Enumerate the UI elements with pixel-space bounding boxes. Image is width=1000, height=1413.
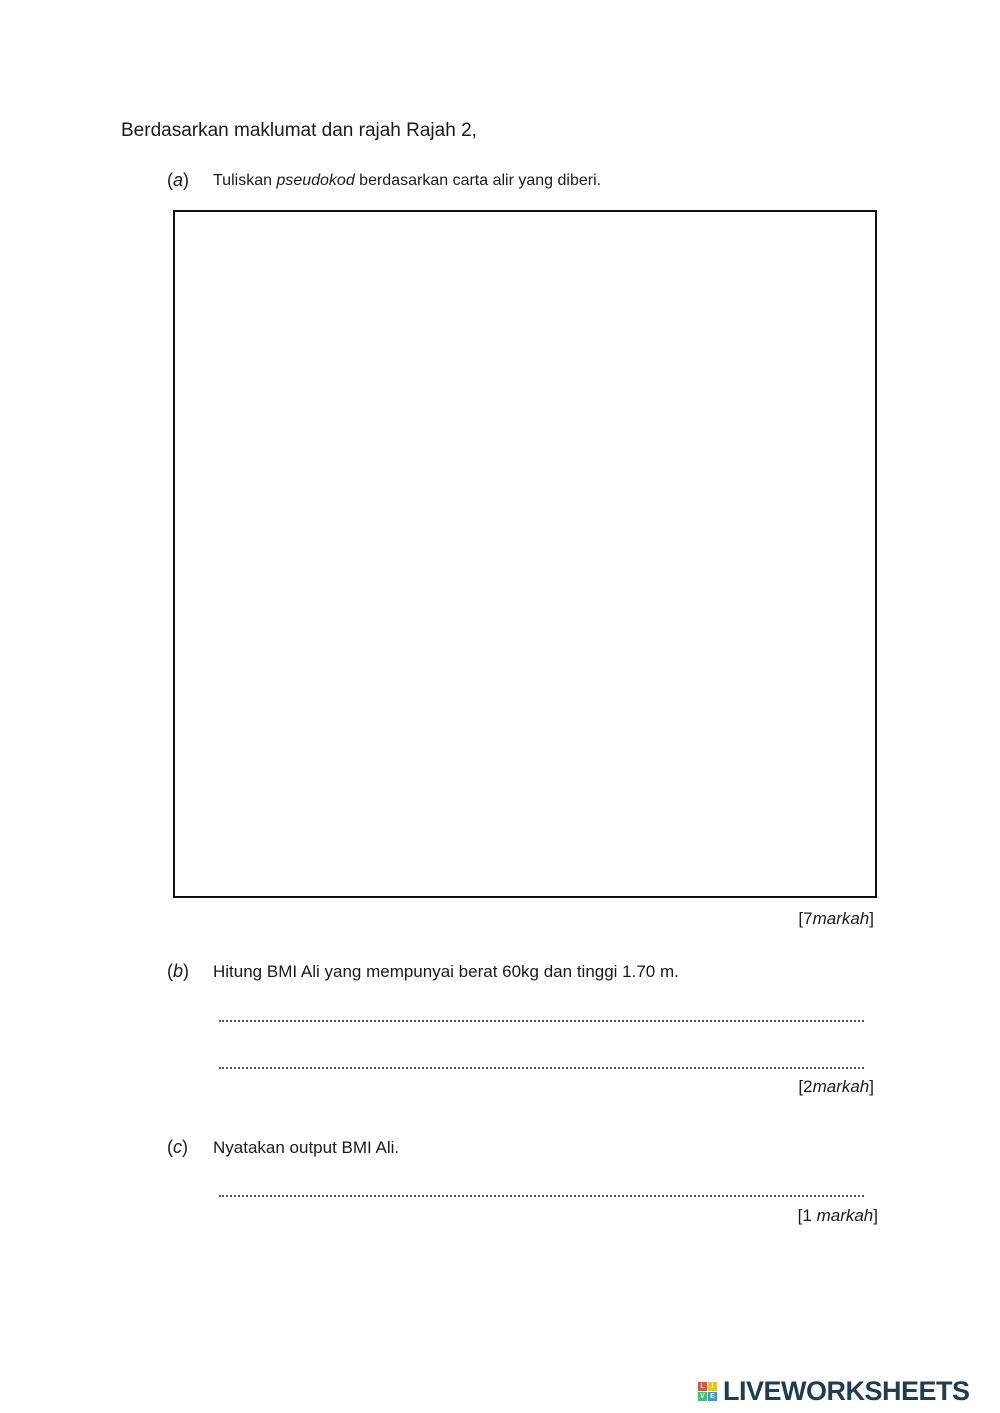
marks-c-close: ] [873,1206,878,1225]
marks-c [798,1206,878,1226]
intro-text: Berdasarkan maklumat dan rajah Rajah 2, [121,120,477,141]
question-a-label [167,170,189,191]
logo-text: LIVEWORKSHEETS [723,1376,970,1406]
marks-b-word: markah [812,1077,870,1096]
question-c-label [167,1137,188,1158]
label-close: ) [183,170,190,190]
liveworksheets-logo-icon [698,1382,717,1401]
logo-tile-i: I [708,1382,717,1391]
marks-a-close: ] [869,909,874,928]
label-letter: c [173,1137,182,1157]
question-b-text: Hitung BMI Ali yang mempunyai berat 60kg dan tinggi 1.70 m. [213,962,679,981]
logo-tile-l: L [698,1382,707,1391]
answer-line-c-1[interactable] [219,1195,864,1197]
label-close: ) [183,961,190,981]
answer-box-a[interactable] [173,210,877,898]
answer-line-b-1[interactable] [219,1020,864,1022]
marks-c-open: [1 [797,1206,817,1225]
marks-a-word: markah [812,909,870,928]
question-a-text-part2: berdasarkan carta alir yang diberi. [354,172,602,189]
question-a-text [213,172,601,190]
question-a-text-part1: Tuliskan [213,172,277,189]
label-open: ( [167,1137,173,1157]
label-open: ( [167,961,173,981]
liveworksheets-logo [698,1376,970,1407]
marks-a-open: [7 [798,909,813,928]
marks-b [798,1077,874,1097]
logo-tile-e: E [708,1392,717,1401]
question-a-text-italic: pseudokod [276,172,355,189]
marks-c-word: markah [816,1206,874,1225]
logo-tile-v: V [698,1392,707,1401]
answer-line-b-2[interactable] [219,1067,864,1069]
label-letter: b [173,961,184,981]
label-letter: a [173,170,184,190]
label-open: ( [167,170,173,190]
marks-a [798,909,874,929]
marks-b-open: [2 [798,1077,813,1096]
marks-b-close: ] [869,1077,874,1096]
question-c-text: Nyatakan output BMI Ali. [213,1138,400,1157]
label-close: ) [182,1137,188,1157]
question-b-label [167,961,189,982]
